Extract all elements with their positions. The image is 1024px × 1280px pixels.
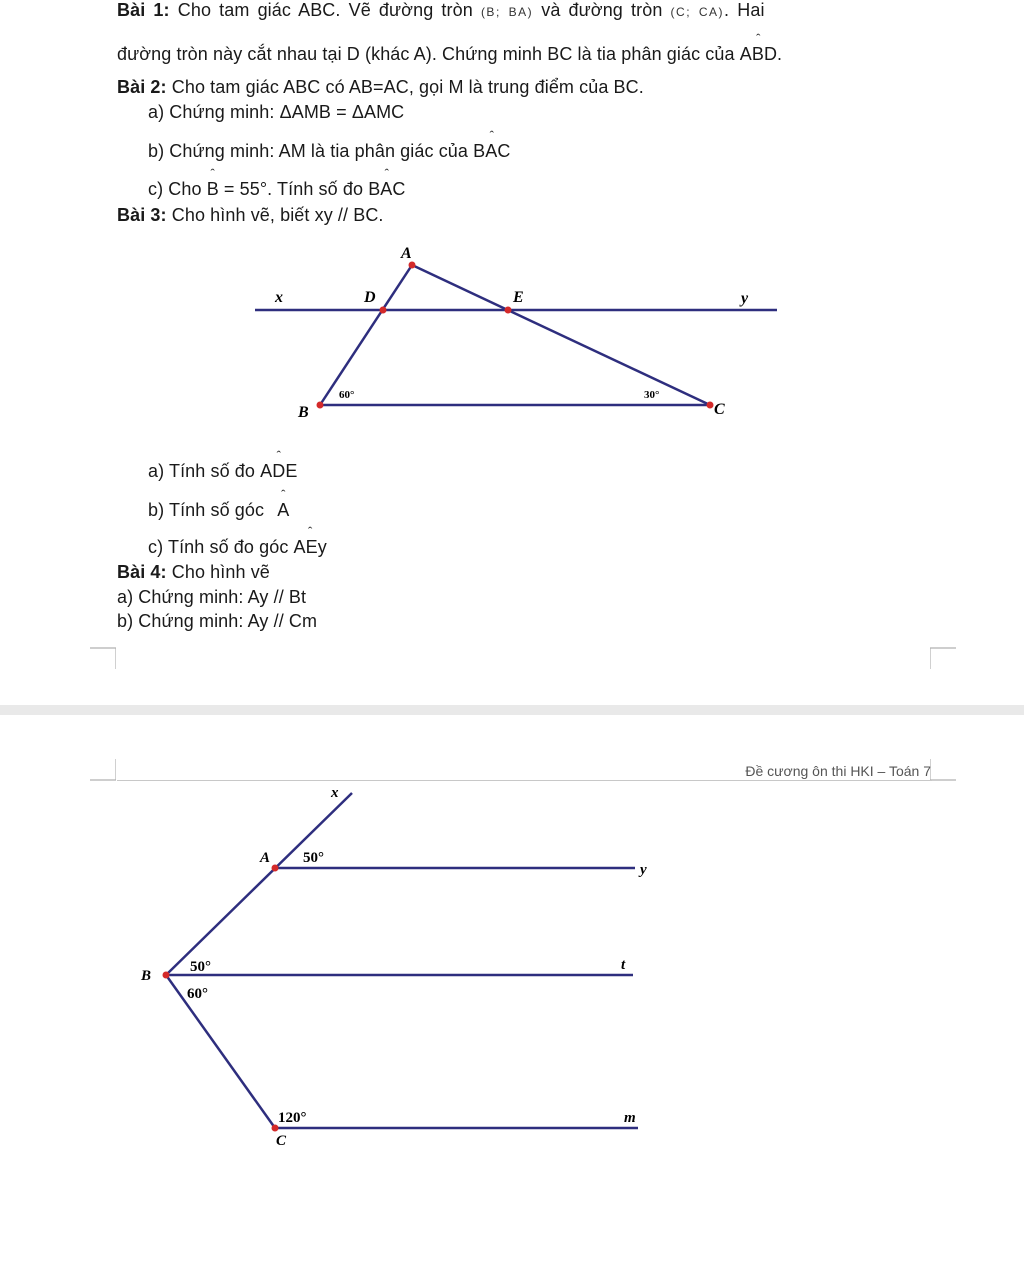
bai3-a-pre: a) Tính số đo: [148, 461, 261, 481]
bai2-c-mid: = 55°. Tính số đo: [218, 179, 369, 199]
segment-bc: [166, 975, 275, 1128]
margin-corner-bottom-left: [90, 647, 116, 669]
label-y: y: [741, 290, 749, 307]
bai1-circle2: (C; CA): [670, 5, 725, 19]
bai3-a: [148, 461, 297, 482]
document-page-2: [0, 715, 1024, 1280]
ray-xa: [166, 793, 352, 975]
bai3-figure: [0, 0, 1024, 440]
label-e: E: [513, 289, 524, 306]
bai2-c-angle-b: ˆ B: [207, 179, 219, 200]
point-b: [163, 972, 170, 979]
angle-b1-label: 50°: [190, 959, 211, 975]
point-a: [409, 262, 416, 269]
angle-c-label: 120°: [278, 1110, 307, 1126]
bai1-text2: và đường tròn: [541, 0, 663, 20]
angle-a-label: 50°: [303, 850, 324, 866]
bai1-circle1: (B; BA): [480, 5, 534, 19]
bai3-b: [148, 500, 289, 521]
bai2-b-angle: ˆ BAC: [473, 141, 510, 162]
bai3-c-pre: c) Tính số đo góc: [148, 537, 294, 557]
bai1-line2-post: .: [777, 44, 783, 64]
bai1-line2-pre: đường tròn này cắt nhau tại D (khác A). Chứng minh BC là tia phân giác của: [117, 44, 740, 64]
bai2-c-angle-bac: ˆ BAC: [368, 179, 405, 200]
bai3-b-angle: ˆ A: [277, 500, 289, 521]
label-a: A: [401, 245, 412, 262]
bai3-c: [148, 537, 327, 558]
segment-ab: [320, 265, 412, 405]
bai2-b-pre: b) Chứng minh: AM là tia phân giác của: [148, 141, 474, 161]
label-y: y: [640, 862, 647, 878]
angle-c-label: 30°: [644, 389, 660, 401]
point-e: [505, 307, 512, 314]
bai1-label: Bài 1:: [117, 0, 170, 20]
label-b: B: [298, 404, 309, 421]
bai3-c-angle: ˆ AEy: [294, 537, 327, 558]
bai4-figure: [0, 715, 1024, 1280]
bai4-text: Cho hình vẽ: [171, 562, 270, 582]
angle-b2-label: 60°: [187, 986, 208, 1002]
point-b: [317, 402, 324, 409]
segment-ac: [412, 265, 710, 405]
point-d: [380, 307, 387, 314]
bai3-label: Bài 3:: [117, 205, 167, 225]
bai2-c-pre: c) Cho: [148, 179, 207, 199]
bai3-text: Cho hình vẽ, biết xy // BC.: [171, 205, 384, 225]
bai4-title: [117, 562, 270, 583]
bai4-b: b) Chứng minh: Ay // Cm: [117, 611, 318, 631]
bai1-angle-abd: ˆ ABD: [740, 44, 777, 65]
label-a: A: [260, 850, 271, 866]
bai3-a-angle: ˆ ADE: [260, 461, 297, 482]
margin-corner-bottom-right: [930, 647, 956, 669]
bai2-a: a) Chứng minh: ΔAMB = ΔAMC: [148, 102, 405, 122]
point-c: [707, 402, 714, 409]
page-gap: [0, 705, 1024, 715]
label-d: D: [364, 289, 376, 306]
label-b: B: [141, 968, 152, 984]
point-a: [272, 865, 279, 872]
label-c: C: [276, 1133, 287, 1149]
bai1-text1: Cho tam giác ABC. Vẽ đường tròn: [177, 0, 473, 20]
label-x: x: [331, 785, 339, 801]
bai4-a: a) Chứng minh: Ay // Bt: [117, 587, 307, 607]
page-header: Đề cương ôn thi HKI – Toán 7: [745, 763, 931, 779]
label-m: m: [624, 1110, 636, 1126]
label-t: t: [621, 957, 626, 973]
bai1-text3: . Hai: [724, 0, 765, 20]
label-c: C: [714, 401, 725, 418]
label-x: x: [275, 289, 283, 306]
bai2-text: Cho tam giác ABC có AB=AC, gọi M là trung điểm của BC.: [171, 77, 644, 97]
angle-b-label: 60°: [339, 389, 355, 401]
bai4-label: Bài 4:: [117, 562, 167, 582]
bai3-b-pre: b) Tính số góc: [148, 500, 270, 520]
bai2-label: Bài 2:: [117, 77, 167, 97]
